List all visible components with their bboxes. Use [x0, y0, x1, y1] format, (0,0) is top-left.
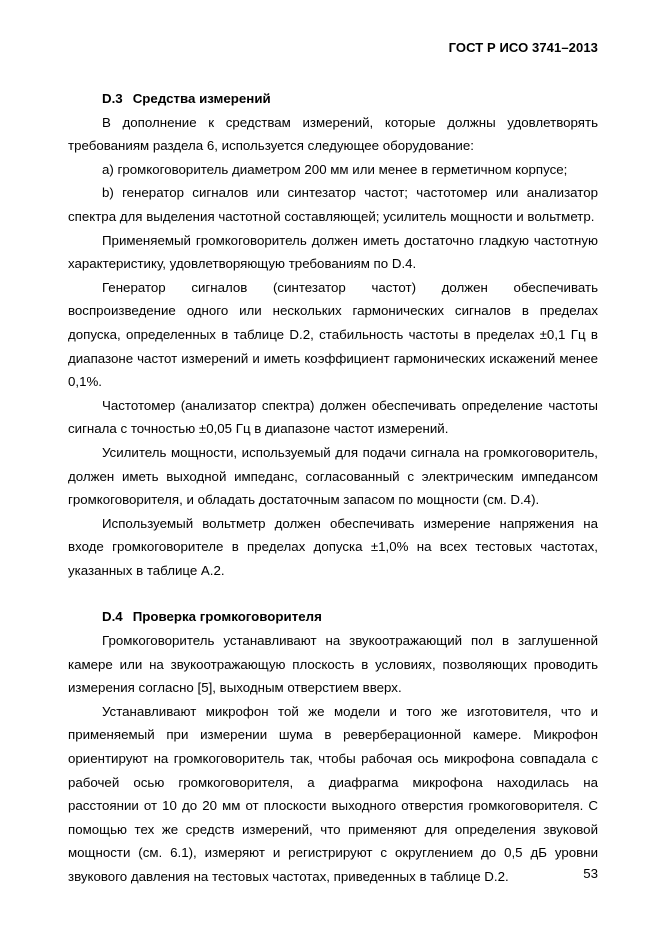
page-number: 53 — [583, 866, 598, 881]
section-number: D.4 — [102, 609, 123, 625]
paragraph: Громкоговоритель устанавливают на звукоотражающий пол в заглушенной камере или на звукоотражающую плоскость в условиях, позволяющих проводить измерения согласно [5], выходным отверстием вверх. — [68, 633, 598, 696]
document-body — [68, 87, 598, 889]
paragraph: Генератор сигналов (синтезатор частот) должен обеспечивать воспроизведение одного или нескольких гармонических сигналов в пределах допуска, определенных в таблице D.2, стабильность частоты в пределах ±0,1 Гц в диапазоне частот измерений и иметь коэффициент гармонических искажений менее 0,1%. — [68, 279, 598, 390]
standard-header: ГОСТ Р ИСО 3741–2013 — [448, 40, 598, 55]
section-title: Средства измерений — [132, 91, 271, 106]
section-heading-d4 — [68, 605, 598, 629]
paragraph: Частотомер (анализатор спектра) должен обеспечивать определение частоты сигнала с точностью ±0,05 Гц в диапазоне частот измерений. — [68, 397, 598, 437]
section-title: Проверка громкоговорителя — [132, 609, 322, 625]
section-number: D.3 — [102, 91, 123, 106]
list-item-b: b) генератор сигналов или синтезатор частот; частотомер или анализатор спектра для выделения частотной составляющей; усилитель мощности и вольтметр. — [68, 185, 598, 224]
paragraph: Устанавливают микрофон той же модели и того же изготовителя, что и применяемый при измерении шума в реверберационной камере. Микрофон ориентируют на громкоговоритель так, чтобы рабочая ось микрофона совпадала с рабочей осью громкоговорителя, а диафрагма микрофона находилась на расстоянии от 10 до 20 мм от плоскости выходного отверстия громкоговорителя. С помощью тех же средств измерений, что применяют для определения звуковой мощности (см. 6.1), измеряют и регистрируют с округлением до 0,5 дБ уровни звукового давления на тестовых частотах, приведенных в таблице D.2. — [68, 703, 598, 884]
paragraph: Используемый вольтметр должен обеспечивать измерение напряжения на входе громкоговорителе в пределах допуска ±1,0% на всех тестовых частотах, указанных в таблице А.2. — [68, 515, 598, 578]
paragraph: В дополнение к средствам измерений, которые должны удовлетворять требованиям раздела 6, используется следующее оборудование: — [68, 114, 598, 154]
paragraph: Применяемый громкоговоритель должен иметь достаточно гладкую частотную характеристику, удовлетворяющую требованиям по D.4. — [68, 232, 598, 272]
section-heading-d3 — [68, 87, 598, 111]
paragraph: Усилитель мощности, используемый для подачи сигнала на громкоговоритель, должен иметь выходной импеданс, согласованный с электрическим импедансом громкоговорителя, и обладать достаточным запасом по мощности (см. D.4). — [68, 444, 598, 508]
section-gap — [68, 582, 598, 605]
list-item-a: a) громкоговоритель диаметром 200 мм или менее в герметичном корпусе; — [102, 161, 568, 177]
